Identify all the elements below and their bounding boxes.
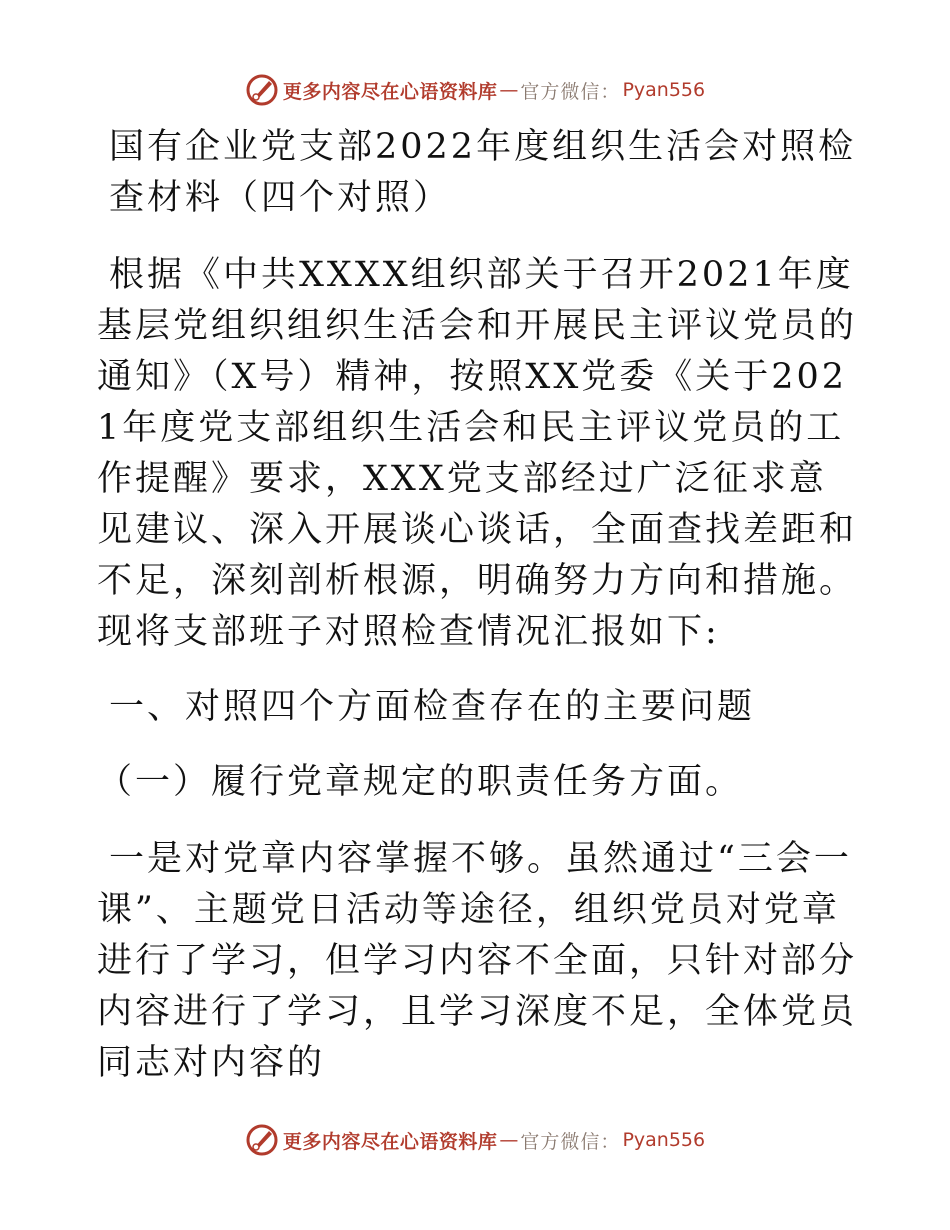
intro-paragraph: 根据《中共XXXX组织部关于召开2021年度基层党组织组织生活会和开展民主评议党员的通知》（X号）精神，按照XX党委《关于2021年度党支部组织生活会和民主评议党员的工作提醒》要求，XXX党支部经过广泛征求意见建议、深入开展谈心谈话，全面查找差距和不足，深刻剖析根源，明确努力方向和措施。现将支部班子对照检查情况汇报如下: [97,255,858,652]
document-body [97,122,857,1089]
document-title: 国有企业党支部2022年度组织生活会对照检查材料（四个对照） [109,127,857,218]
watermark-main-text: 更多内容尽在心语资料库 [282,80,498,103]
footer-watermark [0,1120,950,1160]
subsection-heading: （一）履行党章规定的职责任务方面。 [97,762,744,802]
watermark-wechat-label: 官方微信： [520,1130,621,1153]
watermark-separator: — [499,1129,519,1151]
header-watermark [0,70,950,110]
watermark-wechat-label: 官方微信： [520,80,621,103]
quill-seal-icon [245,73,279,107]
quill-seal-icon [245,1123,279,1157]
watermark-wechat-id: Pyan556 [622,1129,706,1151]
section-heading: 一、对照四个方面检查存在的主要问题 [109,687,756,727]
watermark-separator: — [499,79,519,101]
point-one-paragraph: 一是对党章内容掌握不够。虽然通过“三会一课”、主题党日活动等途径，组织党员对党章进行了学习，但学习内容不全面，只针对部分内容进行了学习，且学习深度不足，全体党员同志对内容的 [97,839,858,1083]
watermark-main-text: 更多内容尽在心语资料库 [282,1130,498,1153]
watermark-wechat-id: Pyan556 [622,79,706,101]
